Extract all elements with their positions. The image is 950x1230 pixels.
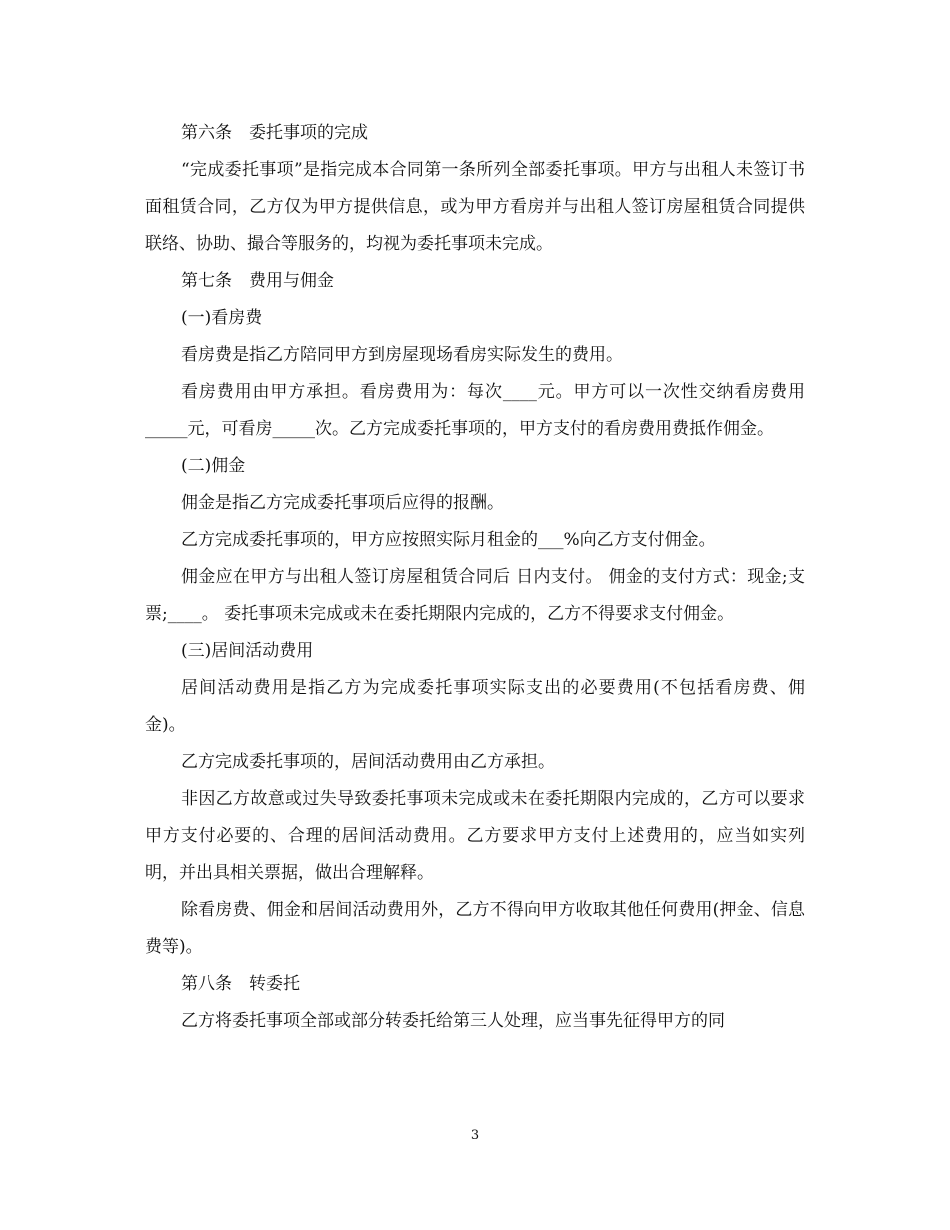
paragraph: 乙方将委托事项全部或部分转委托给第三人处理，应当事先征得甲方的同	[181, 1011, 725, 1031]
subsection-heading: (一)看房费	[181, 308, 263, 328]
paragraph: 除看房费、佣金和居间活动费用外，乙方不得向甲方收取其他任何费用(押金、信息费等)。	[145, 900, 805, 957]
section-heading: 第八条 转委托	[181, 974, 300, 994]
section-heading: 第六条 委托事项的完成	[181, 123, 368, 143]
subsection-heading: (三)居间活动费用	[181, 641, 314, 661]
paragraph: 佣金应在甲方与出租人签订房屋租赁合同后 日内支付。 佣金的支付方式：现金;支票;____。 委托事项未完成或未在委托期限内完成的，乙方不得要求支付佣金。	[145, 567, 805, 624]
paragraph: 看房费用由甲方承担。看房费用为：每次____元。甲方可以一次性交纳看房费用_____元，可看房_____次。乙方完成委托事项的，甲方支付的看房费用费抵作佣金。	[145, 382, 805, 439]
paragraph: 佣金是指乙方完成委托事项后应得的报酬。	[181, 493, 504, 513]
paragraph: 看房费是指乙方陪同甲方到房屋现场看房实际发生的费用。	[181, 345, 623, 365]
paragraph: 乙方完成委托事项的，居间活动费用由乙方承担。	[181, 752, 555, 772]
paragraph: 居间活动费用是指乙方为完成委托事项实际支出的必要费用(不包括看房费、佣金)。	[145, 678, 805, 735]
paragraph: 非因乙方故意或过失导致委托事项未完成或未在委托期限内完成的，乙方可以要求甲方支付必要的、合理的居间活动费用。乙方要求甲方支付上述费用的，应当如实列明，并出具相关票据，做出合理解释。	[145, 789, 805, 883]
section-heading: 第七条 费用与佣金	[181, 271, 334, 291]
paragraph: 乙方完成委托事项的，甲方应按照实际月租金的___%向乙方支付佣金。	[181, 530, 716, 550]
subsection-heading: (二)佣金	[181, 456, 246, 476]
document-body	[145, 115, 805, 1040]
page-number: 3	[470, 1128, 480, 1143]
paragraph: “完成委托事项”是指完成本合同第一条所列全部委托事项。甲方与出租人未签订书面租赁合同，乙方仅为甲方提供信息，或为甲方看房并与出租人签订房屋租赁合同提供联络、协助、撮合等服务的，均视为委托事项未完成。	[145, 160, 805, 254]
